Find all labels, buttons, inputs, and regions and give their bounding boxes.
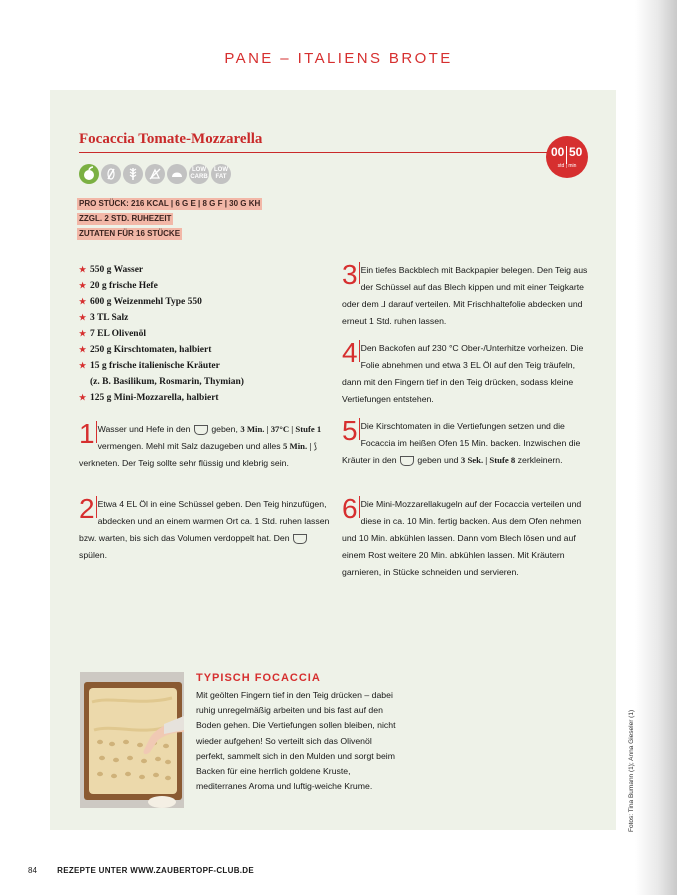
ingredient-list — [79, 262, 329, 406]
focaccia-photo — [80, 672, 184, 808]
ingredient-item: ★ 600 g Weizenmehl Type 550 — [79, 294, 329, 310]
ingredient-item: ★ 125 g Mini-Mozzarella, halbiert — [79, 390, 329, 406]
yield-tag: ZUTATEN FÜR 16 STÜCKE — [79, 229, 181, 238]
star-icon: ★ — [79, 393, 87, 402]
ingredient-item: ★ 7 EL Olivenöl — [79, 326, 329, 342]
vegetarian-icon — [79, 164, 99, 184]
low-fat-label: LOW FAT — [214, 167, 228, 180]
page-footer — [28, 866, 254, 875]
low-carb-icon — [189, 164, 209, 184]
nutrition-tag: PRO STÜCK: 216 KCAL | 6 G E | 8 G F | 30 G KH — [79, 199, 261, 208]
tip-title: TYPISCH FOCACCIA — [196, 672, 321, 684]
ingredient-item: ★ 250 g Kirschtomaten, halbiert — [79, 342, 329, 358]
star-icon: ★ — [79, 265, 87, 274]
bread-icon — [167, 164, 187, 184]
low-carb-label: LOW CARB — [190, 167, 208, 180]
photo-credit: Fotos: Tina Bumann (1); Anna Gieseler (1) — [628, 709, 635, 832]
low-fat-icon — [211, 164, 231, 184]
mixing-bowl-icon — [400, 456, 414, 466]
ingredient-item: ★ 3 TL Salz — [79, 310, 329, 326]
dough-mode-icon: ⟆ — [313, 441, 318, 451]
section-title: PANE – ITALIENS BROTE — [224, 50, 453, 67]
ingredient-item: ★ 20 g frische Hefe — [79, 278, 329, 294]
ingredient-item: ★ 550 g Wasser — [79, 262, 329, 278]
ingredient-note: (z. B. Basilikum, Rosmarin, Thymian) — [90, 377, 244, 387]
step-4: 4 Den Backofen auf 230 °C Ober-/Unterhitze vorheizen. Die Folie abnehmen und etwa 3 EL Öl auf den Teig träufeln, dann mit den Fingern tief in den Teig drücken, sodass kleine Vertiefungen entstehen. — [342, 337, 584, 404]
star-icon: ★ — [79, 313, 87, 322]
step-3: 3 Ein tiefes Backblech mit Backpapier belegen. Den Teig aus der Schüssel auf das Blech kippen und mit einer Teigkarte oder dem ⅃ darauf verteilen. Mit Frischhaltefolie abdecken und erneut 1 Std. ruhen lassen. — [342, 259, 588, 326]
mixing-bowl-icon — [194, 425, 208, 435]
footer-url-text: REZEPTE UNTER WWW.ZAUBERTOPF-CLUB.DE — [57, 866, 255, 875]
tip-text: Mit geölten Fingern tief in den Teig drücken – dabei ruhig unregelmäßig arbeiten und bis fast auf den Boden gehen. Die Vertiefungen sollen bleiben, nicht wieder aufgehen! So verteilt sich das Olivenöl perfekt, sammelt sich in den Mulden und sorgt beim Backen für eine herrlich goldene Kruste, mediterranes Aroma und luftig-weiche Krume. — [196, 690, 396, 792]
step-number: 4 — [342, 337, 358, 368]
spatula-icon: ⅃ — [381, 299, 386, 309]
step-number: 6 — [342, 493, 358, 524]
rest-time-tag: ZZGL. 2 STD. RUHEZEIT — [79, 214, 172, 223]
step-number: 5 — [342, 415, 358, 446]
step-2: 2 Etwa 4 EL Öl in eine Schüssel geben. Den Teig hinzufügen, abdecken und an einem warmen Ort ca. 1 Std. ruhen lassen bzw. warten, bis sich das Volumen verdoppelt hat. Den spülen. — [79, 493, 330, 560]
step-number: 3 — [342, 259, 358, 290]
mixing-bowl-icon — [293, 534, 307, 544]
star-icon: ★ — [79, 297, 87, 306]
star-icon: ★ — [79, 281, 87, 290]
ingredient-item: ★ 15 g frische italienische Kräuter — [79, 358, 329, 374]
timer-separator — [566, 146, 567, 164]
recipe-title: Focaccia Tomate-Mozzarella — [79, 131, 263, 147]
step-1: 1 Wasser und Hefe in den geben, 3 Min. | 37°C | Stufe 1 vermengen. Mehl mit Salz dazugeben und alles 5 Min. | ⟆ verkneten. Der Teig sollte sehr flüssig und klebrig sein. — [79, 418, 322, 468]
timer-units: std | min — [557, 163, 577, 169]
page-number: 84 — [28, 866, 37, 875]
step-number: 2 — [79, 493, 95, 524]
star-icon: ★ — [79, 345, 87, 354]
gluten-icon — [101, 164, 121, 184]
page-edge-shadow — [635, 0, 677, 895]
lactose-icon — [145, 164, 165, 184]
star-icon: ★ — [79, 329, 87, 338]
step-6: 6 Die Mini-Mozzarellakugeln auf der Focaccia verteilen und diese in ca. 10 Min. fertig backen. Aus dem Ofen nehmen und 10 Min. abkühlen lassen. Dann vom Blech lösen und auf einem Rost weitere 20 Min. abkühlen lassen. Mit Kräutern garnieren, in Stücke schneiden und servieren. — [342, 493, 582, 577]
step-5: 5 Die Kirschtomaten in die Vertiefungen setzen und die Focaccia im heißen Ofen 15 Min. backen. Inzwischen die Kräuter in den geben und 3 Sek. | Stufe 8 zerkleinern. — [342, 415, 581, 465]
title-rule — [79, 152, 547, 153]
step-number: 1 — [79, 418, 95, 449]
wheat-icon — [123, 164, 143, 184]
timer-badge — [546, 136, 588, 178]
star-icon: ★ — [79, 361, 87, 370]
timer-minutes: 50 — [569, 145, 583, 159]
timer-hours: 00 — [551, 145, 565, 159]
